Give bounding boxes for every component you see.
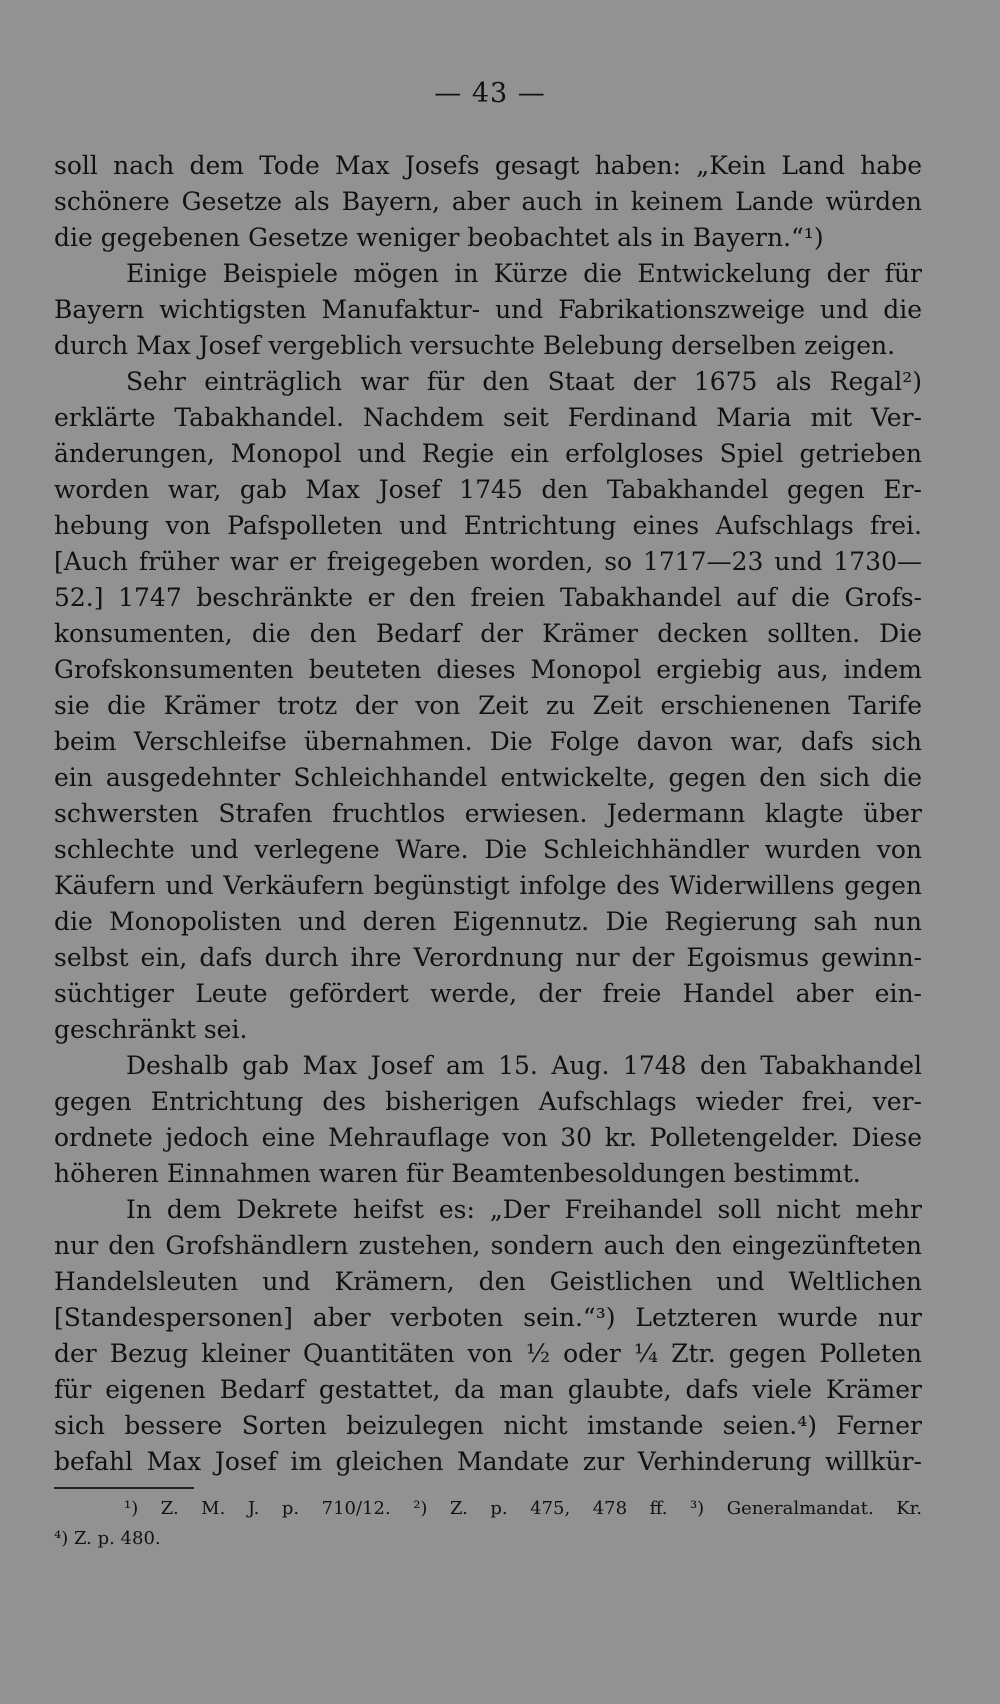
text-line: Grofskonsumenten beuteten dieses Monopol ergiebig aus, indem xyxy=(54,655,922,684)
text-line: süchtiger Leute gefördert werde, der freie Handel aber ein- xyxy=(54,979,922,1008)
text-line: sie die Krämer trotz der von Zeit zu Zeit erschienenen Tarife xyxy=(54,691,922,720)
text-line: beim Verschleifse übernahmen. Die Folge davon war, dafs sich xyxy=(54,727,922,756)
text-line: Sehr einträglich war für den Staat der 1675 als Regal²) xyxy=(126,367,922,396)
text-line: die gegebenen Gesetze weniger beobachtet als in Bayern.“¹) xyxy=(54,223,824,252)
text-line: änderungen, Monopol und Regie ein erfolgloses Spiel getrieben xyxy=(54,439,922,468)
text-line: ordnete jedoch eine Mehrauflage von 30 kr. Polletengelder. Diese xyxy=(54,1123,922,1152)
text-line: ein ausgedehnter Schleichhandel entwickelte, gegen den sich die xyxy=(54,763,922,792)
body-text xyxy=(54,148,922,1480)
text-line: Handelsleuten und Krämern, den Geistlichen und Weltlichen xyxy=(54,1267,922,1296)
text-line: nur den Grofshändlern zustehen, sondern auch den eingezünfteten xyxy=(54,1231,922,1260)
text-line: soll nach dem Tode Max Josefs gesagt haben: „Kein Land habe xyxy=(54,151,922,180)
text-line: gegen Entrichtung des bisherigen Aufschlags wieder frei, ver- xyxy=(54,1087,922,1116)
text-line: sich bessere Sorten beizulegen nicht imstande seien.⁴) Ferner xyxy=(54,1411,922,1440)
page-number: — 43 — xyxy=(434,78,546,109)
text-line: konsumenten, die den Bedarf der Krämer decken sollten. Die xyxy=(54,619,922,648)
text-line: Bayern wichtigsten Manufaktur- und Fabrikationszweige und die xyxy=(54,295,922,324)
footnote-line: ¹) Z. M. J. p. 710/12. ²) Z. p. 475, 478 ff. ³) Generalmandat. Kr. xyxy=(124,1498,922,1519)
text-line: schwersten Strafen fruchtlos erwiesen. Jedermann klagte über xyxy=(54,799,922,828)
text-line: schönere Gesetze als Bayern, aber auch in keinem Lande würden xyxy=(54,187,922,216)
text-line: Deshalb gab Max Josef am 15. Aug. 1748 den Tabakhandel xyxy=(126,1051,922,1080)
footnotes xyxy=(54,1494,922,1554)
text-line: durch Max Josef vergeblich versuchte Belebung derselben zeigen. xyxy=(54,331,896,360)
text-line: [Auch früher war er freigegeben worden, so 1717—23 und 1730— xyxy=(54,547,922,576)
text-line: Käufern und Verkäufern begünstigt infolge des Widerwillens gegen xyxy=(54,871,922,900)
text-line: In dem Dekrete heifst es: „Der Freihandel soll nicht mehr xyxy=(126,1195,922,1224)
text-line: erklärte Tabakhandel. Nachdem seit Ferdinand Maria mit Ver- xyxy=(54,403,922,432)
text-line: [Standespersonen] aber verboten sein.“³) Letzteren wurde nur xyxy=(54,1303,922,1332)
text-line: Einige Beispiele mögen in Kürze die Entwickelung der für xyxy=(126,259,922,288)
text-line: hebung von Pafspolleten und Entrichtung eines Aufschlags frei. xyxy=(54,511,922,540)
footnote-divider xyxy=(54,1487,194,1489)
text-line: der Bezug kleiner Quantitäten von ½ oder ¼ Ztr. gegen Polleten xyxy=(54,1339,922,1368)
text-line: geschränkt sei. xyxy=(54,1015,248,1044)
text-line: befahl Max Josef im gleichen Mandate zur Verhinderung willkür- xyxy=(54,1447,922,1476)
text-line: für eigenen Bedarf gestattet, da man glaubte, dafs viele Krämer xyxy=(54,1375,922,1404)
text-line: 52.] 1747 beschränkte er den freien Tabakhandel auf die Grofs- xyxy=(54,583,922,612)
text-line: schlechte und verlegene Ware. Die Schleichhändler wurden von xyxy=(54,835,922,864)
text-line: selbst ein, dafs durch ihre Verordnung nur der Egoismus gewinn- xyxy=(54,943,922,972)
footnote-line: ⁴) Z. p. 480. xyxy=(54,1528,161,1549)
text-line: höheren Einnahmen waren für Beamtenbesoldungen bestimmt. xyxy=(54,1159,861,1188)
text-line: worden war, gab Max Josef 1745 den Tabakhandel gegen Er- xyxy=(54,475,922,504)
text-line: die Monopolisten und deren Eigennutz. Die Regierung sah nun xyxy=(54,907,922,936)
